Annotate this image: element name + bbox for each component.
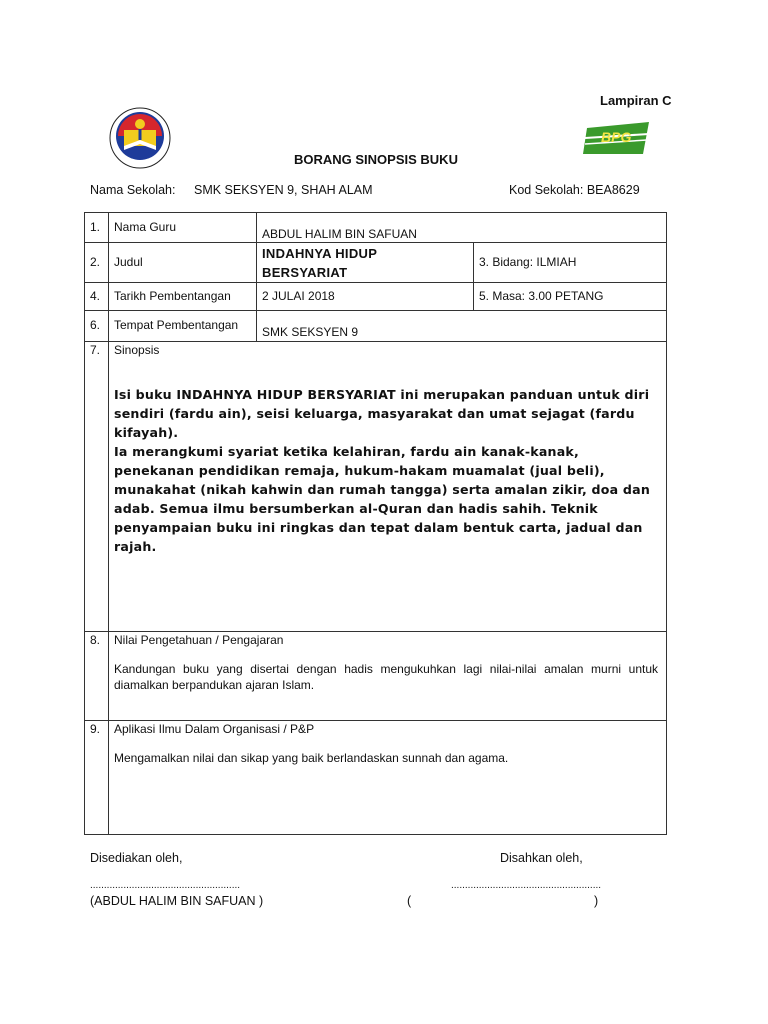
row-number: 7.: [85, 342, 109, 632]
nama-guru-value: ABDUL HALIM BIN SAFUAN: [257, 213, 667, 243]
nama-sekolah-label: Nama Sekolah:: [90, 183, 176, 197]
row-tarikh: [85, 283, 667, 311]
judul-text: INDAHNYA HIDUP BERSYARIAT: [262, 246, 377, 280]
row-nama-guru: [85, 213, 667, 243]
approved-name-open: (: [407, 894, 412, 908]
row-label: Tempat Pembentangan: [109, 311, 257, 342]
bpg-logo: [583, 120, 653, 158]
row-label: Sinopsis: [114, 343, 160, 357]
tempat-value: SMK SEKSYEN 9: [257, 311, 667, 342]
approved-name-close: ): [594, 894, 599, 908]
row-number: 4.: [85, 283, 109, 311]
row-tempat: [85, 311, 667, 342]
row-number: 6.: [85, 311, 109, 342]
row-number: 9.: [85, 721, 109, 835]
bidang-value: 3. Bidang: ILMIAH: [474, 243, 667, 283]
row-label: Judul: [109, 243, 257, 283]
masa-value: 5. Masa: 3.00 PETANG: [474, 283, 667, 311]
row-sinopsis: [85, 342, 667, 632]
aplikasi-text: Mengamalkan nilai dan sikap yang baik berlandaskan sunnah dan agama.: [114, 751, 509, 765]
prepared-by-name: (ABDUL HALIM BIN SAFUAN ): [90, 894, 264, 908]
signature-line-left: ......................................................: [90, 880, 241, 891]
nilai-cell: [109, 632, 667, 721]
signature-line-right: ......................................................: [451, 880, 602, 891]
row-label: Nama Guru: [109, 213, 257, 243]
kod-sekolah: Kod Sekolah: BEA8629: [509, 183, 640, 197]
approved-by-label: Disahkan oleh,: [500, 851, 583, 865]
row-judul: [85, 243, 667, 283]
row-label: Nilai Pengetahuan / Pengajaran: [114, 633, 284, 647]
row-number: 1.: [85, 213, 109, 243]
nama-sekolah-value: SMK SEKSYEN 9, SHAH ALAM: [194, 183, 373, 197]
tarikh-value: 2 JULAI 2018: [257, 283, 474, 311]
sinopsis-paragraph-1: Isi buku INDAHNYA HIDUP BERSYARIAT ini merupakan panduan untuk diri sendiri (fardu ain), seisi keluarga, masyarakat dan umat sejagat (fardu kifayah).: [114, 387, 650, 440]
row-label: Aplikasi Ilmu Dalam Organisasi / P&P: [114, 722, 315, 736]
synopsis-form: [84, 212, 667, 835]
prepared-by-label: Disediakan oleh,: [90, 851, 183, 865]
row-nilai: [85, 632, 667, 721]
row-label: Tarikh Pembentangan: [109, 283, 257, 311]
judul-value: [257, 243, 474, 283]
bpg-logo-text: BPG: [601, 129, 632, 145]
nilai-text: Kandungan buku yang disertai dengan hadis mengukuhkan lagi nilai-nilai amalan murni untuk diamalkan berpandukan ajaran Islam.: [114, 662, 658, 692]
row-number: 8.: [85, 632, 109, 721]
aplikasi-cell: [109, 721, 667, 835]
row-aplikasi: [85, 721, 667, 835]
kpm-logo: [108, 106, 172, 170]
page-title: BORANG SINOPSIS BUKU: [294, 152, 458, 167]
row-number: 2.: [85, 243, 109, 283]
sinopsis-paragraph-2: Ia merangkumi syariat ketika kelahiran, fardu ain kanak-kanak, penekanan pendidikan remaja, hukum-hakam muamalat (jual beli), munakahat (nikah kahwin dan rumah tangga) serta amalan zikir, doa dan adab. Semua ilmu bersumberkan al-Quran dan hadis sahih. Teknik penyampaian buku ini ringkas dan tepat dalam bentuk carta, jadual dan rajah.: [114, 444, 650, 554]
sinopsis-cell: [109, 342, 667, 632]
lampiran-label: Lampiran C: [600, 93, 672, 108]
